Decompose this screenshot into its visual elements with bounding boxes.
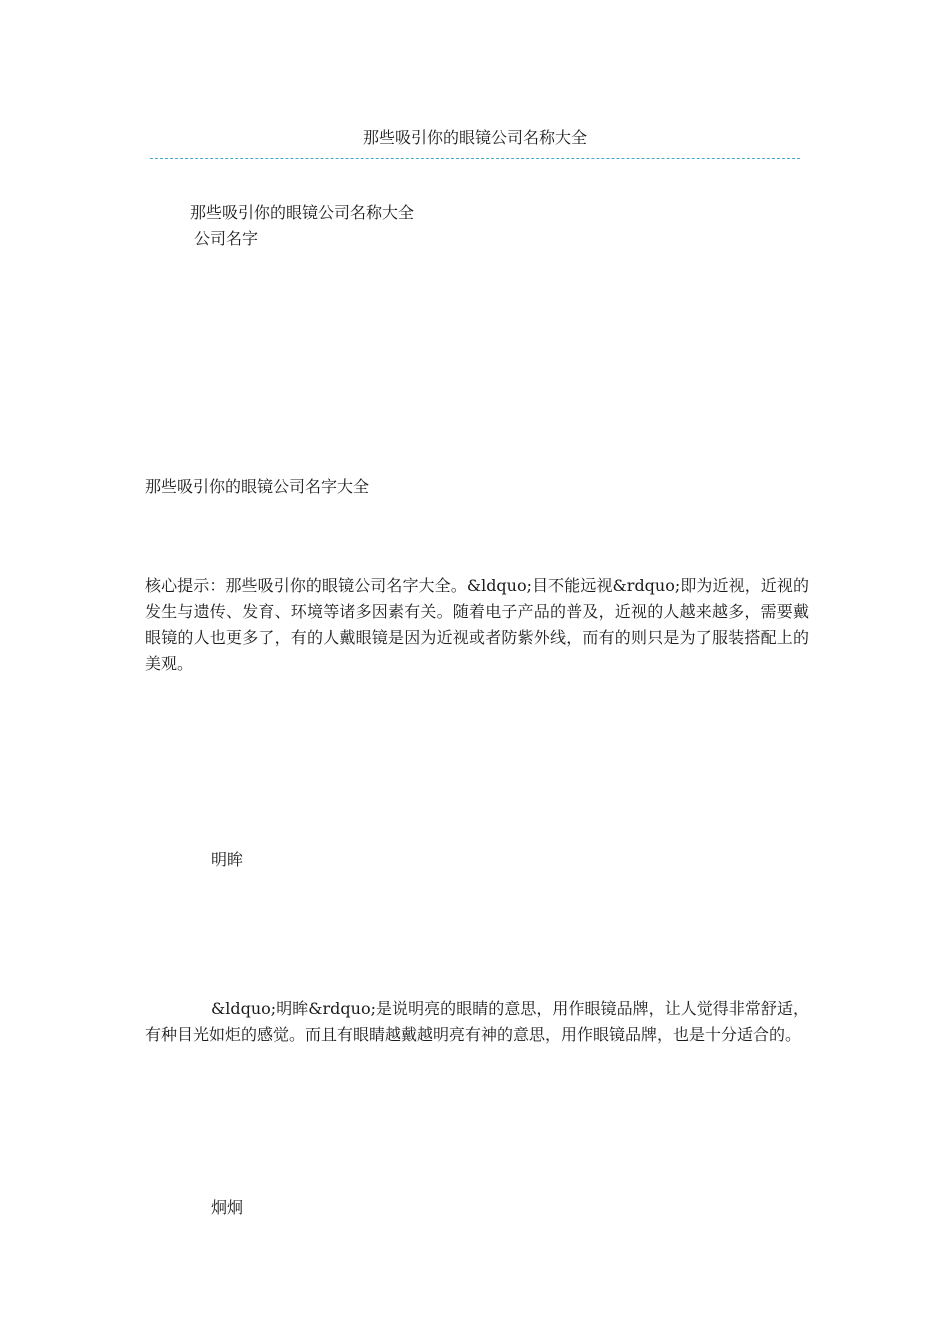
- name-heading-jiongjiong: 炯炯: [211, 1198, 244, 1217]
- summary-paragraph: 核心提示：那些吸引你的眼镜公司名字大全。&ldquo;目不能远视&rdquo;即为近视，近视的发生与遗传、发育、环境等诸多因素有关。随着电子产品的普及，近视的人越来越多，需要戴眼镜的人也更多了，有的人戴眼镜是因为近视或者防紫外线，而有的则只是为了服装搭配上的美观。: [145, 576, 809, 673]
- header-divider: [150, 158, 800, 159]
- name-heading-mingmou: 明眸: [211, 850, 244, 869]
- intro-category: 公司名字: [194, 229, 259, 248]
- running-header-title: 那些吸引你的眼镜公司名称大全: [362, 128, 587, 147]
- intro-title: 那些吸引你的眼镜公司名称大全: [190, 203, 415, 222]
- name-description-mingmou: &ldquo;明眸&rdquo;是说明亮的眼睛的意思，用作眼镜品牌，让人觉得非常舒适，有种目光如炬的感觉。而且有眼睛越戴越明亮有神的意思，用作眼镜品牌，也是十分适合的。: [145, 999, 809, 1044]
- section-title: 那些吸引你的眼镜公司名字大全: [145, 477, 370, 496]
